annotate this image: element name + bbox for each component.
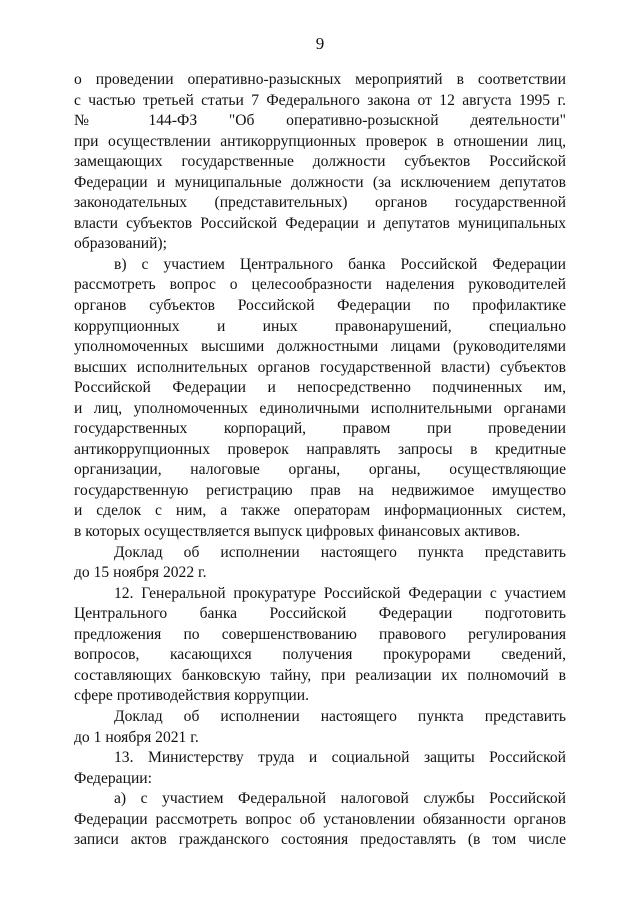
paragraph: [74, 789, 566, 851]
text-line: записи актов гражданского состояния предоставлять (в том числе: [74, 831, 566, 849]
paragraph: [74, 255, 566, 543]
text-line: 13. Министерству труда и социальной защиты Российской: [114, 749, 566, 767]
text-line: государственную регистрацию прав на недвижимое имущество: [74, 481, 566, 499]
paragraph: [74, 707, 566, 748]
page-number: 9: [315, 34, 325, 53]
text-line: организации, налоговые органы, органы, осуществляющие: [74, 461, 566, 479]
text-line: Федерации:: [74, 769, 152, 787]
text-line: Доклад об исполнении настоящего пункта представить: [114, 543, 566, 561]
text-line: до 15 ноября 2022 г.: [74, 564, 207, 582]
text-line: государственных корпораций, правом при проведении: [74, 420, 566, 438]
text-line: законодательных (представительных) органов государственной: [74, 194, 566, 212]
text-line: предложения по совершенствованию правового регулирования: [74, 625, 566, 643]
text-line: антикоррупционных проверок направлять запросы в кредитные: [74, 440, 566, 458]
text-line: высших исполнительных органов государственной власти) субъектов: [74, 358, 566, 376]
text-line: в которых осуществляется выпуск цифровых финансовых активов.: [74, 523, 521, 541]
text-line: с частью третьей статьи 7 Федерального закона от 12 августа 1995 г.: [74, 91, 566, 109]
text-line: Федерации рассмотреть вопрос об установлении обязанности органов: [74, 810, 566, 828]
text-line: Центрального банка Российской Федерации подготовить: [74, 605, 566, 623]
text-line: а) с участием Федеральной налоговой службы Российской: [114, 790, 566, 808]
paragraph: [74, 584, 566, 707]
text-line: № 144-ФЗ "Об оперативно-розыскной деятельности": [74, 112, 566, 130]
text-line: органов субъектов Российской Федерации по профилактике: [74, 297, 566, 315]
text-line: образований);: [74, 235, 167, 253]
text-line: уполномоченных высшими должностными лицами (руководителями: [74, 338, 566, 356]
text-line: и лиц, уполномоченных единоличными исполнительными органами: [74, 399, 566, 417]
text-line: при осуществлении антикоррупционных проверок в отношении лиц,: [74, 132, 566, 150]
text-line: до 1 ноября 2021 г.: [74, 728, 199, 746]
text-line: Доклад об исполнении настоящего пункта представить: [114, 707, 566, 725]
text-line: Федерации и муниципальные должности (за исключением депутатов: [74, 173, 566, 191]
text-line: рассмотреть вопрос о целесообразности наделения руководителей: [74, 276, 566, 294]
text-line: коррупционных и иных правонарушений, специально: [74, 317, 566, 335]
text-line: 12. Генеральной прокуратуре Российской Федерации с участием: [114, 584, 566, 602]
text-line: вопросов, касающихся получения прокурорами сведений,: [74, 646, 566, 664]
paragraph: [74, 748, 566, 789]
text-line: составляющих банковскую тайну, при реализации их полномочий в: [74, 666, 566, 684]
text-line: замещающих государственные должности субъектов Российской: [74, 153, 566, 171]
text-line: сфере противодействия коррупции.: [74, 687, 310, 705]
document-body: [74, 70, 566, 851]
paragraph: [74, 70, 566, 255]
paragraph: [74, 543, 566, 584]
text-line: и сделок с ним, а также операторам информационных систем,: [74, 502, 566, 520]
text-line: Российской Федерации и непосредственно подчиненных им,: [74, 379, 566, 397]
text-line: о проведении оперативно-разыскных мероприятий в соответствии: [74, 71, 566, 88]
text-line: в) с участием Центрального банка Российской Федерации: [114, 255, 566, 273]
text-line: власти субъектов Российской Федерации и депутатов муниципальных: [74, 214, 566, 232]
